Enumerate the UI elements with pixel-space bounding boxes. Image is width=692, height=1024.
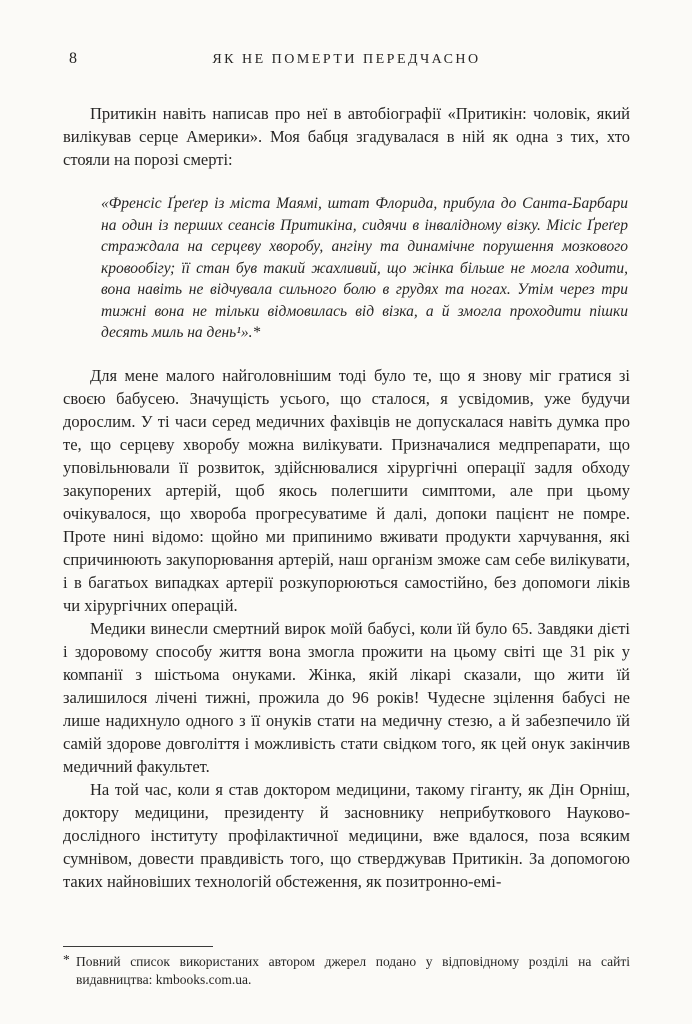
page-body bbox=[63, 102, 630, 893]
footnote-marker: * bbox=[63, 952, 70, 967]
running-header-title: ЯК НЕ ПОМЕРТИ ПЕРЕДЧАСНО bbox=[212, 52, 481, 67]
paragraph-intro: Притикін навіть написав про неї в автобіографії «Притикін: чоловік, який вилікував серце Америки». Моя бабця згадувалася в ній як одна з тих, хто стояли на порозі смерті: bbox=[63, 104, 630, 169]
page-number: 8 bbox=[69, 50, 77, 67]
paragraph-ornish: На той час, коли я став доктором медицини, такому гіганту, як Дін Орніш, доктору медицини, президенту й засновнику неприбуткового Науково-дослідного інституту профілактичної медицини, вже вдалося, поза всяким сумнівом, довести правдивість того, що стверджував Притикін. За допомогою таких найновіших технологій обстеження, як позитронно-емі- bbox=[63, 779, 630, 891]
paragraph-recovery: Для мене малого найголовнішим тоді було те, що я знову міг гратися зі своєю бабусею. Значущість усього, що сталося, я усвідомив, уже будучи дорослим. У ті часи серед медичних фахівців не допускалася навіть думка про те, що серцеву хворобу можна вилікувати. Призначалися медпрепарати, що уповільнювали її розвиток, здійснювалися хірургічні операції задля обходу закупорених артерій, щоб якось полегшити симптоми, але при цьому очікувалося, що хвороба прогресуватиме й далі, допоки пацієнт не помре. Проте нині відомо: щойно ми припинимо вживати продукти харчування, які спричинюють закупорювання артерій, наш організм зможе сам себе вилікувати, і в багатьох випадках артерії розкупорюються самостійно, без допомоги ліків чи хірургічних операцій. bbox=[63, 365, 630, 615]
footnote-section bbox=[63, 940, 630, 988]
footnote-text: Повний список використаних автором джерел подано у відповідному розділі на сайті видавництва: kmbooks.com.ua. bbox=[76, 954, 630, 987]
footnote bbox=[63, 953, 630, 988]
paragraph-grandmother: Медики винесли смертний вирок моїй бабусі, коли їй було 65. Завдяки дієті і здоровому способу життя вона змогла прожити на цьому світі ще 31 рік у компанії з шістьома онуками. Жінка, якій лікарі сказали, що жити їй залишилося лічені тижні, прожила до 96 років! Чудесне зцілення бабусі не лише надихнуло одного з її онуків стати на медичну стезю, а й забезпечило їй самій здорове довголіття і можливість стати свідком того, як цей онук закінчив медичний факультет. bbox=[63, 618, 630, 776]
footnote-separator bbox=[63, 946, 213, 947]
running-header bbox=[63, 50, 630, 70]
blockquote-pritikin: «Френсіс Ґреґер із міста Маямі, штат Флорида, прибула до Санта-Барбари на один із перших сеансів Притикіна, сидячи в інвалідному візку. Місіс Ґреґер страждала на серцеву хворобу, ангіну та динамічне порушення мозкового кровообігу; її стан був такий жахливий, що жінка більше не могла ходити, вона навіть не відчувала сильного болю в грудях та ногах. Утім через три тижні вона не тільки відмовилась від візка, а й змогла проходити пішки десять миль на день¹».* bbox=[101, 195, 628, 341]
